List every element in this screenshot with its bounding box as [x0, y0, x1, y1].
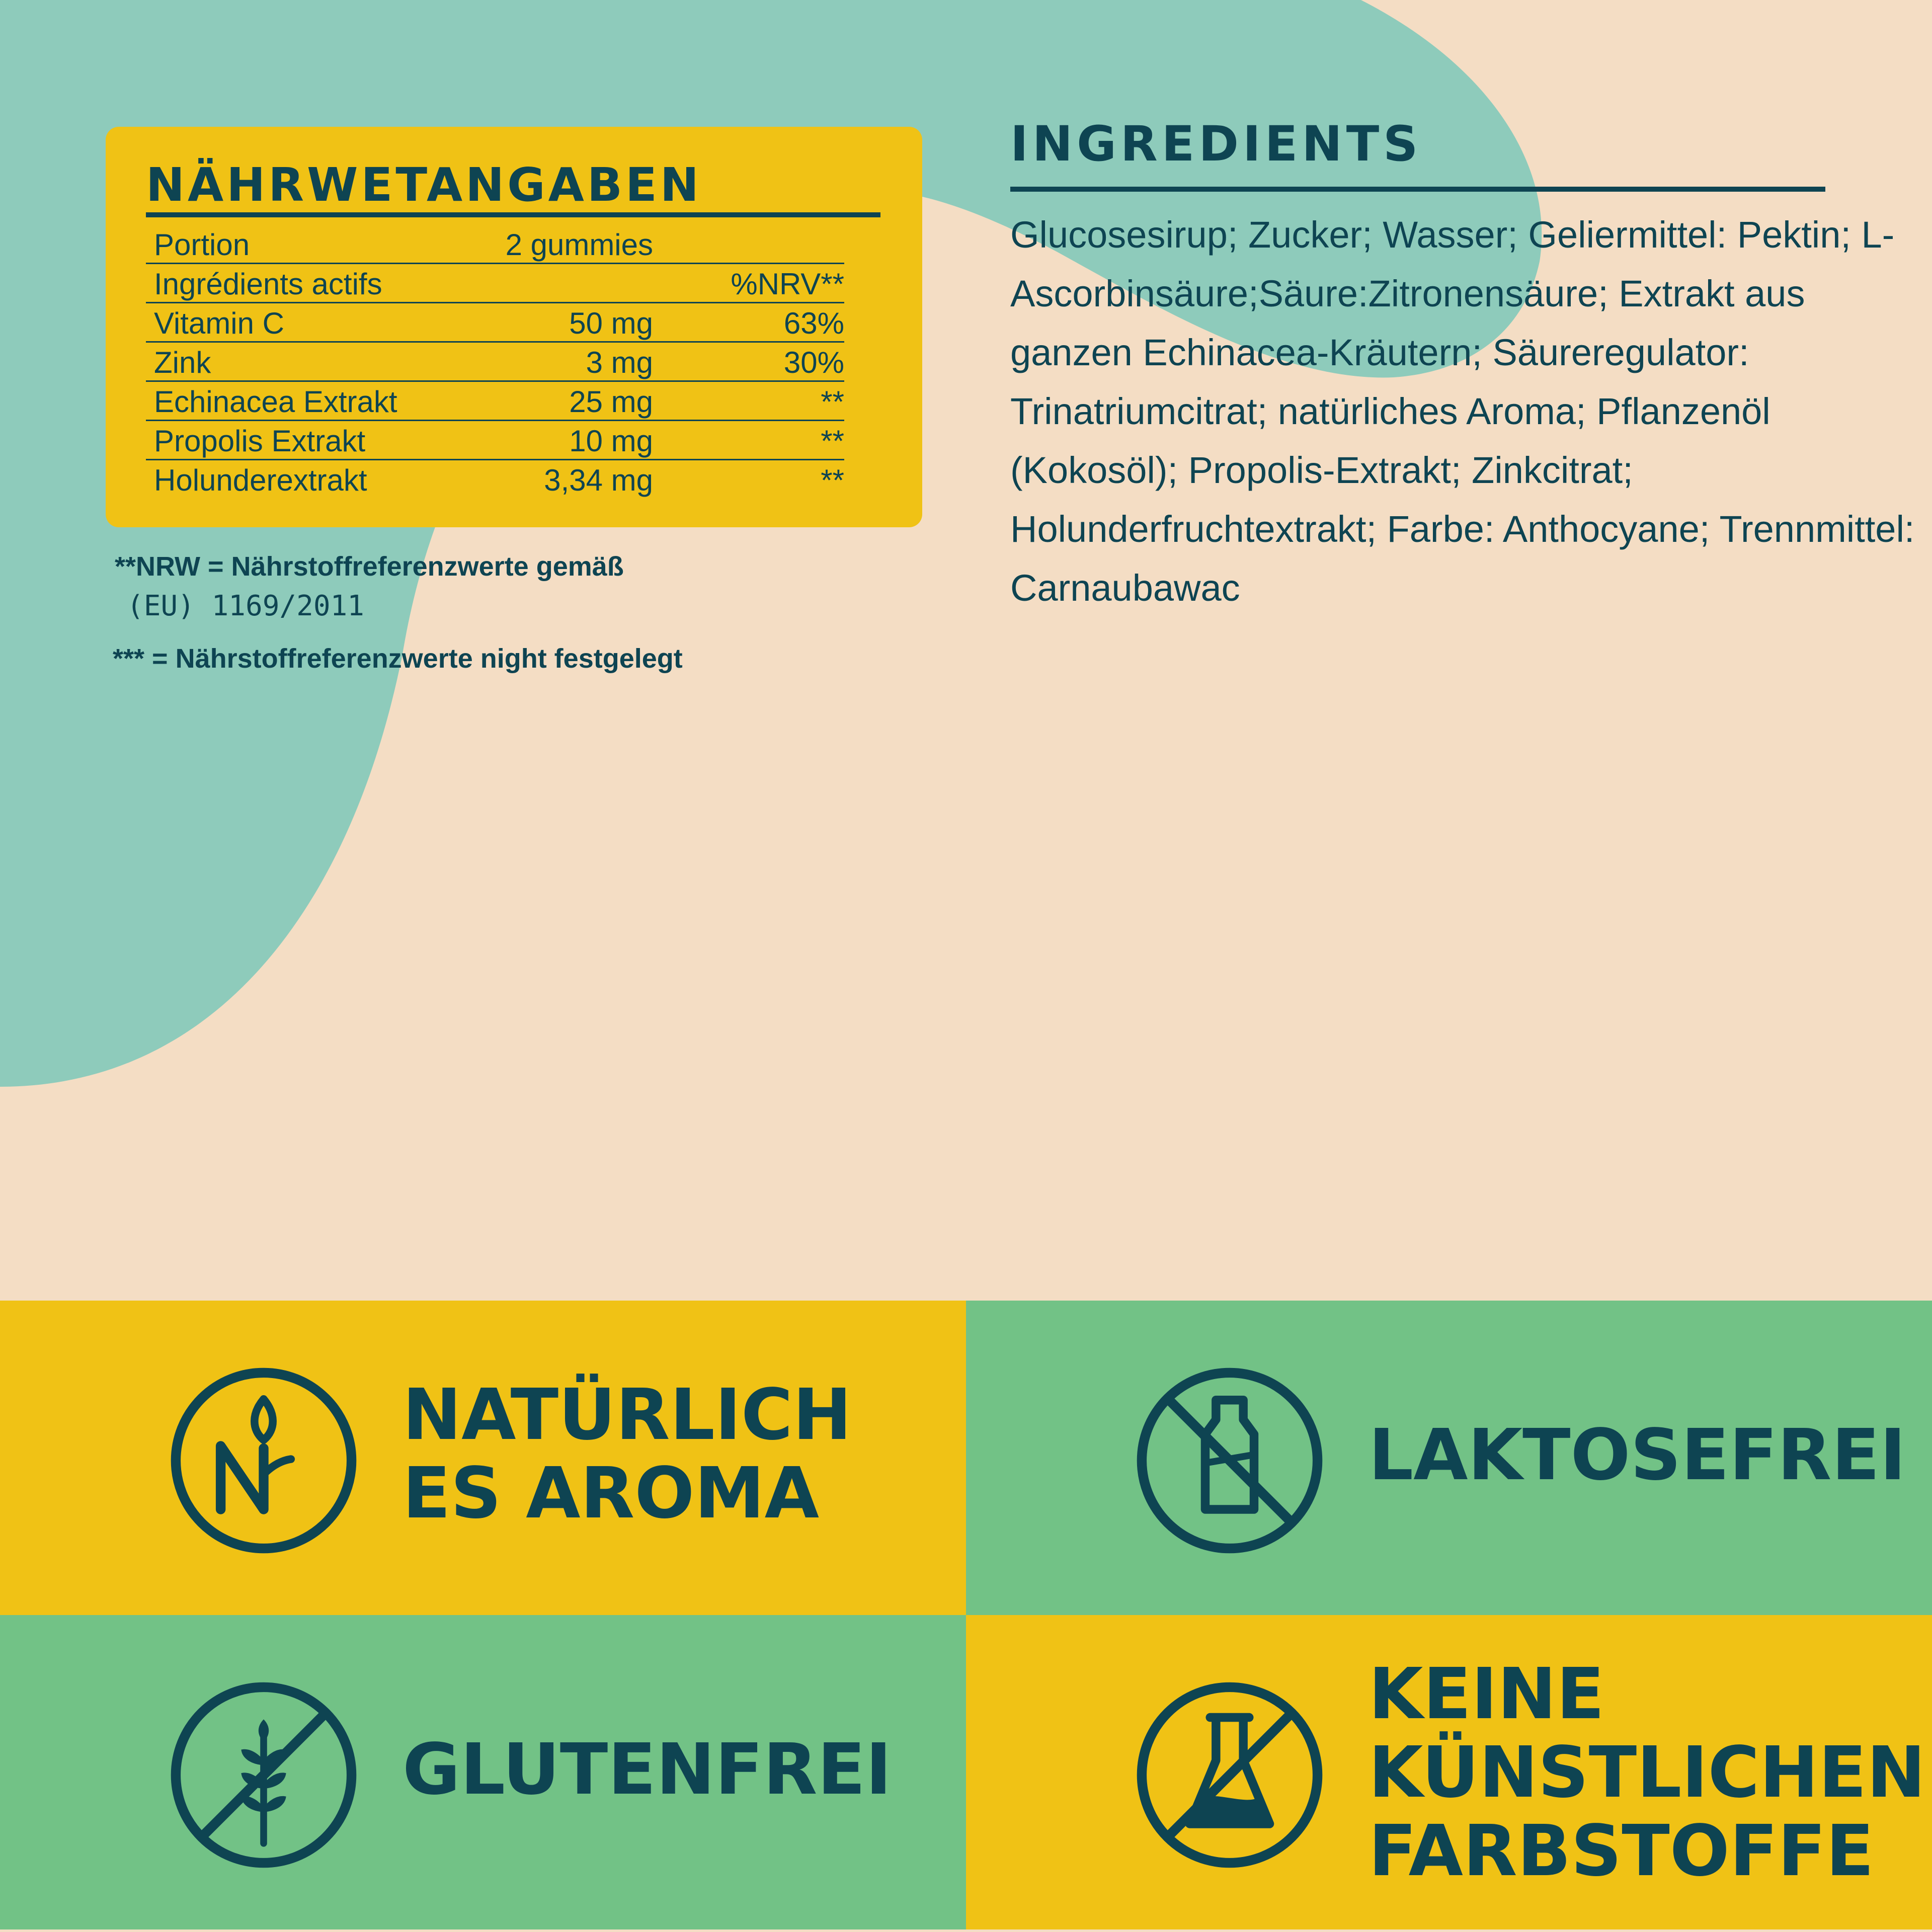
table-row [146, 421, 844, 460]
row-label: Portion [154, 228, 250, 262]
ingredients-text: Glucosesirup; Zucker; Wasser; Geliermittel: Pektin; L-Ascorbinsäure;Säure:Zitronensäure; Extrakt aus ganzen Echinacea-Kräutern; Säureregulator: Trinatriumcitrat; natürliches Aroma; Pflanzenöl (Kokosöl); Propolis-Extrakt; Zinkcitrat; Holunderfruchtextrakt; Farbe: Anthocyane; Trennmittel: Carnaubawac [1010, 214, 1915, 609]
footnote-nrv: **NRW = Nährstoffreferenzwerte gemäß [115, 551, 624, 582]
row-nrv: ** [821, 385, 844, 419]
row-nrv: %NRV** [731, 267, 844, 301]
row-nrv: ** [821, 463, 844, 497]
row-label: Holunderextrakt [154, 463, 367, 497]
badge-gluten-free [0, 1615, 966, 1929]
badge-label: GLUTENFREI [403, 1729, 892, 1811]
natural-leaf-icon [166, 1363, 361, 1558]
row-label: Echinacea Extrakt [154, 385, 397, 419]
footnote-not-defined: *** = Nährstoffreferenzwerte night festgelegt [113, 643, 683, 674]
row-amount: 10 mg [569, 424, 653, 458]
badge-no-artificial-colors [966, 1615, 1932, 1929]
row-nrv: ** [821, 424, 844, 458]
table-row [146, 264, 844, 303]
badge-label: KEINE KÜNSTLICHEN FARBSTOFFE [1369, 1653, 1926, 1892]
row-nrv: 63% [783, 306, 844, 340]
table-row [146, 303, 844, 343]
table-row [146, 382, 844, 421]
nutrition-title: NÄHRWETANGABEN [146, 158, 702, 212]
no-flask-icon [1132, 1677, 1327, 1873]
table-row [146, 225, 844, 264]
table-row [146, 460, 844, 498]
row-amount: 50 mg [569, 306, 653, 340]
nutrition-facts-panel [106, 127, 922, 527]
no-wheat-icon [166, 1677, 361, 1873]
row-label: Vitamin C [154, 306, 284, 340]
table-row [146, 343, 844, 382]
row-nrv: 30% [783, 346, 844, 379]
nutrition-table [146, 225, 844, 498]
badge-label: LAKTOSEFREI [1369, 1414, 1906, 1496]
ingredients-title: INGREDIENTS [1010, 116, 1422, 172]
row-amount: 3 mg [586, 346, 653, 379]
nutrition-title-divider [146, 212, 880, 217]
no-milk-bottle-icon [1132, 1363, 1327, 1558]
row-amount: 2 gummies [505, 228, 653, 262]
row-label: Ingrédients actifs [154, 267, 382, 301]
ingredients-divider [1010, 187, 1825, 192]
row-label: Zink [154, 346, 211, 379]
badge-lactose-free [966, 1301, 1932, 1615]
badge-natural-aroma [0, 1301, 966, 1615]
row-label: Propolis Extrakt [154, 424, 366, 458]
row-amount: 25 mg [569, 385, 653, 419]
badge-label: NATÜRLICH ES AROMA [403, 1374, 852, 1535]
row-amount: 3,34 mg [544, 463, 653, 497]
footnote-regulation: (EU) 1169/2011 [127, 590, 365, 622]
